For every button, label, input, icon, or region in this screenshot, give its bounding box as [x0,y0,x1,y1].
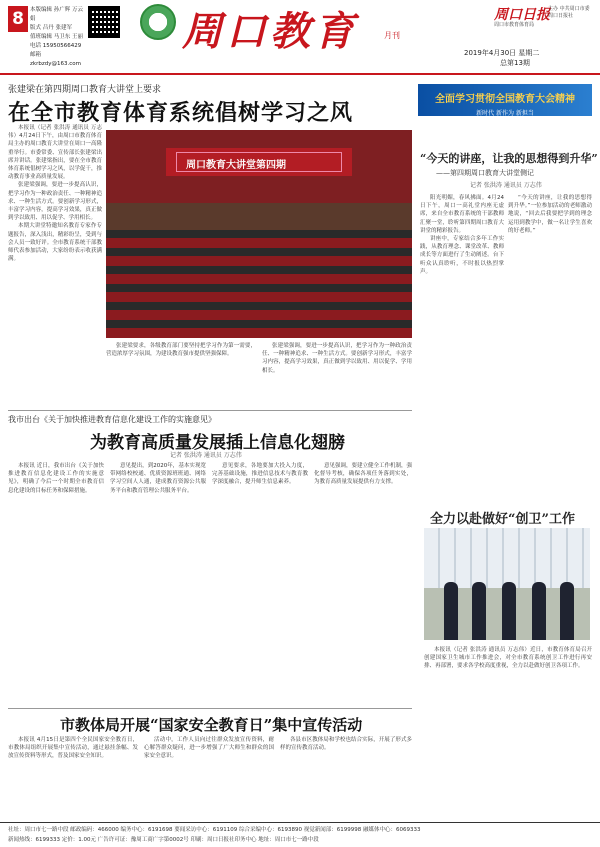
story2-column-1 [8,462,104,702]
article-paragraph: 张建梁强调，要进一步提高认识，把学习作为一种政治责任、一种精神追求、一种生活方式。要创新学习形式，丰富学习内容，提高学习效果，真正做到学以致用、用以促学、学用相长。 [262,343,412,374]
lead-photo [106,130,412,338]
right-story-subtitle: ——第四期周口教育大讲堂侧记 [436,169,534,177]
story3-column-2 [144,736,274,818]
story2-headline: 为教育高质量发展插上信息化翅膀 [90,433,345,453]
article-paragraph: 本报讯（记者 张洪涛 通讯员 万志伟）4月24日下午，由周口市教育体育局主办的周口教育大讲堂在周口一高隆重举行。市委常委、宣传部长张建梁出席并讲话。张建梁指出，要在全市教育体育系统倡树学习之风，以学促干，推动教育事业高质量发展。 [8,125,102,181]
article-paragraph: 张建梁强调，要进一步提高认识，把学习作为一种政治责任、一种精神追求、一种生活方式。要创新学习形式，丰富学习内容，提高学习效果，真正做到学以致用、用以促学、学用相长。 [8,182,102,222]
photo-banner-text: 周口教育大讲堂第四期 [186,160,286,171]
lead-column-3 [262,342,412,406]
section-divider [8,708,412,709]
person-figure [532,582,546,640]
person-figure [560,582,574,640]
article-paragraph: 意见要求，各地要加大投入力度，完善基础设施，推进信息技术与教育教学深度融合，提升师生信息素养。 [212,463,308,486]
footer-divider [0,822,600,823]
right-story-title: “今天的讲座，让我的思想得到升华” [420,152,598,165]
editor-line: 本版编辑 孙广辉 万云娟 [30,7,83,22]
article-paragraph: 本报讯 近日，我市出台《关于加快推进教育信息化建设工作的实施意见》，明确了今后一个时期全市教育信息化建设的目标任务和保障措施。 [8,463,104,494]
masthead-divider [0,73,600,75]
gallery-caption [424,646,592,816]
lead-column-1 [8,124,102,404]
building-background [424,528,590,588]
editor-info [30,6,88,69]
gallery-photo [424,528,590,640]
story2-byline: 记者 张洪涛 通讯员 万志伟 [170,452,242,459]
footer-address-line: 社址：周口市七一路中段 邮政编码：466000 编务中心：6191698 要闻采访中心：6191109 综合采编中心：6193890 视觉新闻部：6199998 融媒体中心：6069333 [8,827,421,833]
person-figure [502,582,516,640]
qr-code-image [88,6,120,38]
sponsor-info: 主办 中共周口市委 周口日报社 [548,6,590,19]
story3-headline: 市教体局开展“国家安全教育日”集中宣传活动 [60,716,363,734]
masthead-subtitle: 月刊 [384,31,400,40]
auditorium-seats [106,230,412,338]
masthead [0,0,600,72]
banner-main-text: 全面学习贯彻全国教育大会精神 [435,94,575,105]
story2-column-2 [110,462,206,702]
article-paragraph: 各县市区教体局和学校也结合实际，开展了形式多样的宣传教育活动。 [280,737,412,752]
article-paragraph: 本报讯（记者 张洪涛 通讯员 万志伟）近日，市教育体育局召开创建国家卫生城市工作推进会，对全市教育系统创卫工作进行再安排、再部署，要求各学校高度重视，全力以赴做好创卫各项工作。 [424,647,592,670]
section-divider [8,410,412,411]
masthead-title: 周口教育 [182,8,358,55]
paper-name: 周口日报 [494,7,550,23]
story3-column-3 [280,736,412,818]
article-paragraph: 张建梁要求，各级教育部门要坚持把学习作为第一需要，营造浓厚学习氛围，为建设教育强市提供坚强保障。 [106,343,256,358]
story2-column-3 [212,462,308,702]
page-number: 8 [8,6,28,32]
issue-date: 2019年4月30日 星期二 [464,49,540,57]
article-paragraph: 讲座中，专家结合多年工作实践，从教育理念、课堂改革、教师成长等方面进行了生动阐述。台下听众认真聆听，不时报以热烈掌声。 [420,236,504,275]
article-paragraph: 意见提出，到2020年，基本实现宽带网络校校通、优质资源班班通、网络学习空间人人通，建成教育资源公共服务平台和教育管理公共服务平台。 [110,463,206,494]
right-story-column-1 [420,194,504,500]
issue-number: 总第13期 [500,59,530,67]
article-paragraph: 本报讯 4月15日是第四个全民国家安全教育日，市教体局组织开展集中宣传活动，通过悬挂条幅、发放宣传资料等形式，普及国家安全知识。 [8,737,138,760]
article-paragraph: “今天的讲座，让我的思想得到升华。”一位参加活动的老师激动地说，“回去后我要把学到的理念运用到教学中，做一名让学生喜欢的好老师。” [508,195,592,234]
article-paragraph: 意见强调，要建立健全工作机制，强化督导考核，确保各项任务落到实处，为教育高质量发展提供有力支撑。 [314,463,412,486]
story2-column-4 [314,462,412,702]
editor-line: 电话 15950566429 [30,43,82,49]
organizer-info: 周口市教育体育局 [494,22,535,28]
article-paragraph: 阳光明媚，春风拂面。4月24日下午，周口一高礼堂内座无虚席，来自全市教育系统的干部教师汇聚一堂，聆听第四期周口教育大讲堂的精彩报告。 [420,195,504,234]
article-paragraph: 活动中，工作人员向过往群众发放宣传资料，耐心解答群众疑问，进一步增强了广大师生和群众的国家安全意识。 [144,737,274,760]
story2-kicker: 我市出台《关于加快推进教育信息化建设工作的实施意见》 [8,415,216,424]
gallery-title: 全力以赴做好“创卫”工作 [430,512,575,527]
promo-banner [418,84,592,116]
editor-line: 版式 吕丹 张建军 [30,25,72,31]
editor-line: 值班编辑 马卫东 王丽 [30,34,83,40]
article-paragraph: 本期大讲堂特邀知名教育专家作专题报告，深入浅出，精彩纷呈，受到与会人员一致好评。全市教育系统干部教师代表参加活动，大家纷纷表示收获满满。 [8,223,102,263]
right-story-column-2 [508,194,592,500]
person-figure [444,582,458,640]
lead-headline: 在全市教育体育系统倡树学习之风 [8,100,354,126]
footer-contact-line: 新闻热线：6199333 定价：1.00元 广告许可证：豫周工商广字第0002号 印刷：周口日报社印务中心 地址：周口市七一路中段 [8,837,319,843]
seal-logo [140,4,176,40]
banner-sub-text: 新时代 新作为 新担当 [476,110,534,117]
lead-column-2 [106,342,256,406]
editor-line: 邮箱 zkrbzdy@163.com [30,52,81,67]
lead-kicker: 张建梁在第四期周口教育大讲堂上要求 [8,85,162,95]
story3-column-1 [8,736,138,818]
person-figure [472,582,486,640]
right-story-byline: 记者 张洪涛 通讯员 万志伟 [470,182,542,189]
